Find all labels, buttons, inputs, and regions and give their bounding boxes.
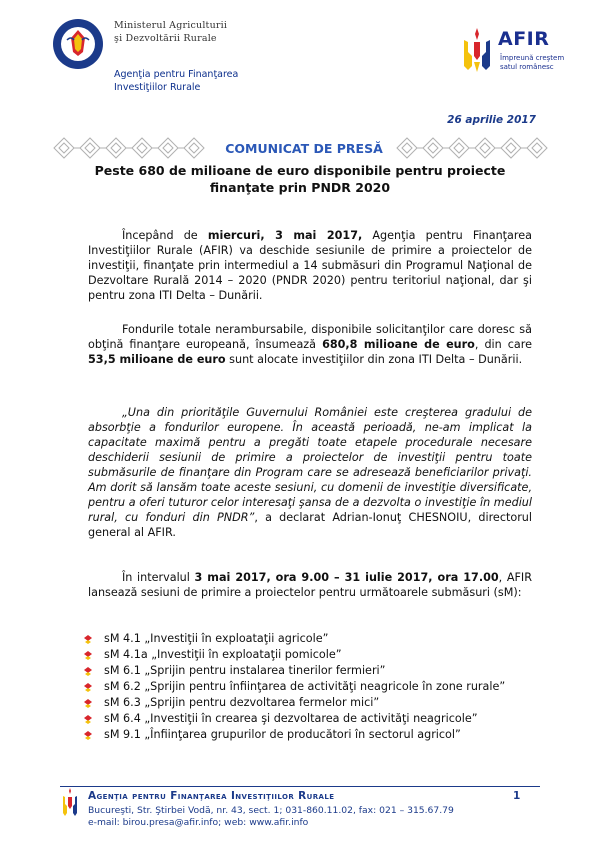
page-number: 1 <box>513 790 521 802</box>
folk-ornament-left-icon <box>52 135 210 161</box>
list-item: sM 6.3 „Sprijin pentru dezvoltarea fermelor mici” <box>84 696 534 710</box>
press-release-title: COMUNICAT DE PRESĂ <box>225 141 383 156</box>
bullet-icon <box>84 651 92 660</box>
afir-tagline: Împreună creştem satul românesc <box>500 54 565 71</box>
afir-logo <box>460 18 570 88</box>
paragraph-4: În intervalul 3 mai 2017, ora 9.00 – 31 iulie 2017, ora 17.00, AFIR lansează sesiuni de primire a proiectelor pentru următoarele submăsuri (sM): <box>88 571 532 599</box>
footer-address <box>88 805 454 829</box>
footer-divider <box>60 786 540 787</box>
afir-emblem-icon <box>460 26 494 74</box>
footer-address-line: Bucureşti, Str. Ştirbei Vodă, nr. 43, sect. 1; 031-860.11.02, fax: 021 – 315.67.79 <box>88 805 454 816</box>
paragraph-quote: „Una din priorităţile Guvernului României este creşterea gradului de absorbţie a fondurilor europene. În această perioadă, ne-am implicat la capacitate maximă pentru a pregăti toate etapele procedurale necesare deschiderii sesiunii de primire a proiectelor de investiţii pentru toate submăsurile de finanţare din Program care se adresează beneficiarilor privaţi. Am dorit să lansăm toate aceste sesiuni, cu domenii de investiţie diversificate, pentru a oferi tuturor celor interesaţi şansa de a dezvolta o investiţie în mediul rural, cu fonduri din PNDR”, a declarat Adrian-Ionuţ CHESNOIU, directorul general al AFIR. <box>88 406 532 539</box>
director-quote: „Una din priorităţile Guvernului României este creşterea gradului de absorbţie a fondurilor europene. În această perioadă, ne-am implicat la capacitate maximă pentru a pregăti toate etapele procedurale necesare deschiderii sesiunii de primire a proiectelor de investiţii pentru toate submăsurile de finanţare din Program care se adresează beneficiarilor privaţi. Am dorit să lansăm toate aceste sesiuni, cu domenii de investiţie diversificate, pentru a oferi tuturor celor interesaţi şansa de a dezvolta o investiţie în mediul rural, cu fonduri din PNDR” <box>88 406 532 524</box>
bullet-icon <box>84 731 92 740</box>
list-item: sM 6.4 „Investiţii în crearea şi dezvoltarea de activităţi neagricole” <box>84 712 534 726</box>
list-item: sM 6.2 „Sprijin pentru înfiinţarea de activităţi neagricole în zone rurale” <box>84 680 534 694</box>
list-item: sM 9.1 „Înfiinţarea grupurilor de producători în sectorul agricol” <box>84 728 534 742</box>
paragraph-2: Fondurile totale nerambursabile, disponibile solicitanţilor care doresc să obţină finanţare europeană, însumează 680,8 milioane de euro, din care 53,5 milioane de euro sunt alocate investiţiilor din zona ITI Delta – Dunării. <box>88 323 533 366</box>
government-seal-icon <box>52 18 104 70</box>
list-item: sM 4.1a „Investiţii în exploataţii pomicole” <box>84 648 534 662</box>
ministry-name: Ministerul Agriculturii şi Dezvoltării Rurale <box>114 20 228 44</box>
list-item: sM 4.1 „Investiţii în exploataţii agricole” <box>84 632 534 646</box>
footer-contact-line: e-mail: birou.presa@afir.info; web: www.afir.info <box>88 817 309 828</box>
bullet-icon <box>84 683 92 692</box>
list-item: sM 6.1 „Sprijin pentru instalarea tinerilor fermieri” <box>84 664 534 678</box>
release-date: 26 aprilie 2017 <box>447 114 536 126</box>
folk-ornament-right-icon <box>395 135 553 161</box>
afir-footer-emblem-icon <box>62 788 78 818</box>
footer-agency-name: Agenţia pentru Finanţarea Investiţiilor Rurale <box>88 790 335 802</box>
afir-logo-word: AFIR <box>498 28 550 50</box>
bullet-icon <box>84 635 92 644</box>
headline: Peste 680 de milioane de euro disponibile pentru proiecte finanţate prin PNDR 2020 <box>94 163 506 195</box>
bullet-icon <box>84 699 92 708</box>
measures-list <box>84 632 534 744</box>
agency-name: Agenţia pentru Finanţarea Investiţiilor Rurale <box>114 69 239 93</box>
paragraph-1: Începând de miercuri, 3 mai 2017, Agenţia pentru Finanţarea Investiţiilor Rurale (AFIR) va deschide sesiunile de primire a proiectelor de investiţii, finanţate prin intermediul a 14 submăsuri din Programul Naţional de Dezvoltare Rurală 2014 – 2020 (PNDR 2020) pentru teritoriul naţional, dar şi pentru zona ITI Delta – Dunării. <box>88 229 532 302</box>
bullet-icon <box>84 715 92 724</box>
bullet-icon <box>84 667 92 676</box>
